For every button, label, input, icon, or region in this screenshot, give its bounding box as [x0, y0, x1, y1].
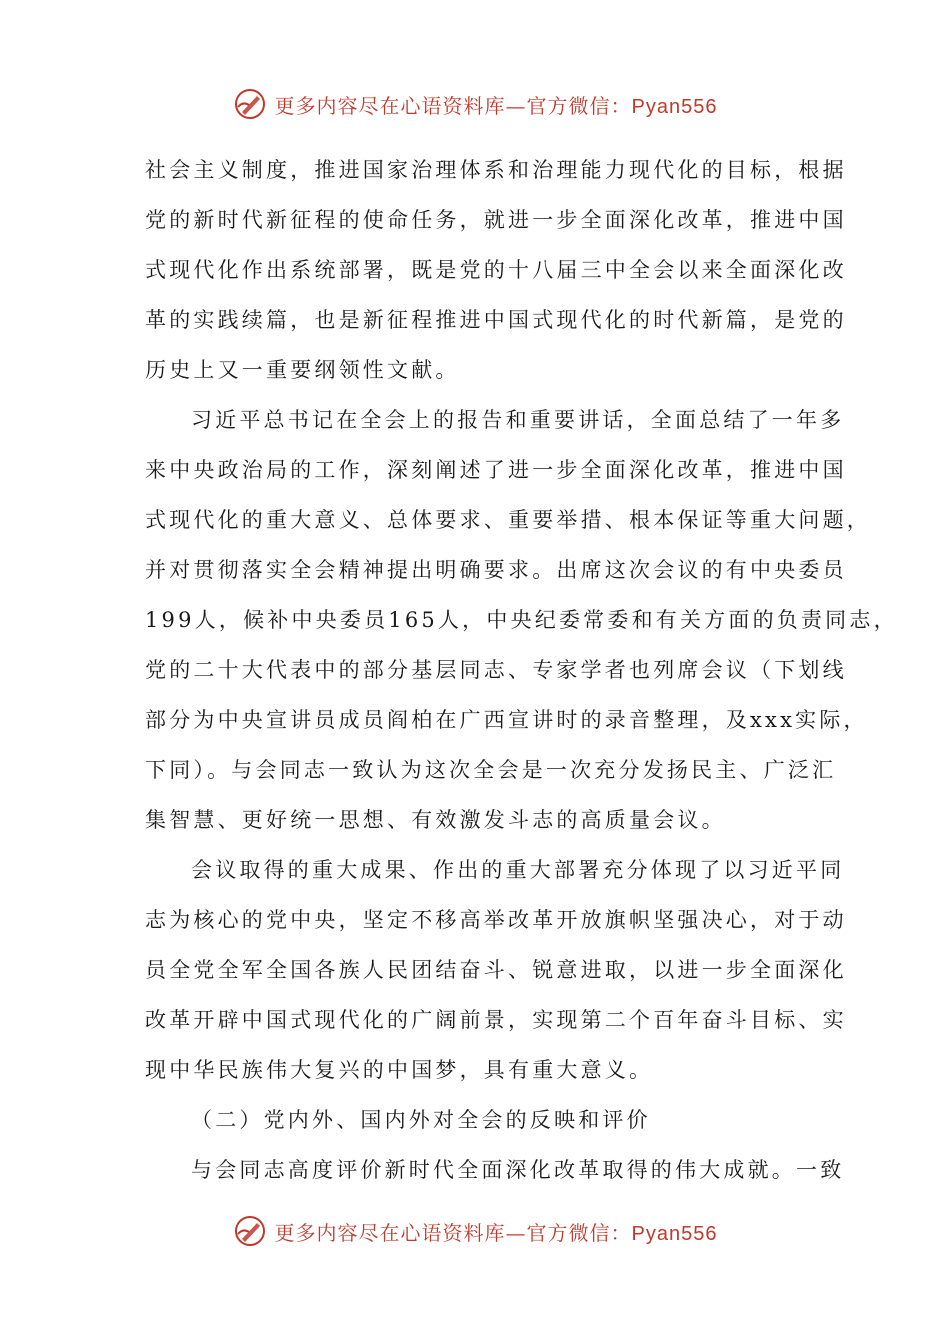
- watermark-text: 更多内容尽在心语资料库—官方微信：Pyan556: [274, 93, 718, 118]
- pen-logo-icon: [233, 87, 267, 121]
- text-line: 集智慧、更好统一思想、有效激发斗志的高质量会议。: [145, 808, 726, 832]
- text-line: 来中央政治局的工作，深刻阐述了进一步全面深化改革，推进中国: [145, 458, 847, 482]
- text-line: 志为核心的党中央，坚定不移高举改革开放旗帜坚强决心，对于动: [145, 908, 847, 932]
- text-line: 社会主义制度，推进国家治理体系和治理能力现代化的目标，根据: [145, 158, 847, 182]
- text-line: 式现代化的重大意义、总体要求、重要举措、根本保证等重大问题，: [145, 508, 871, 532]
- text-line: 式现代化作出系统部署，既是党的十八届三中全会以来全面深化改: [145, 258, 847, 282]
- text-line: 改革开辟中国式现代化的广阔前景，实现第二个百年奋斗目标、实: [145, 1008, 847, 1032]
- text-line: 革的实践续篇，也是新征程推进中国式现代化的时代新篇，是党的: [145, 308, 847, 332]
- text-line: 199人，候补中央委员165人，中央纪委常委和有关方面的负责同志，: [145, 608, 898, 632]
- watermark-footer: [0, 1211, 950, 1251]
- text-line: 历史上又一重要纲领性文献。: [145, 358, 460, 382]
- text-line: 与会同志高度评价新时代全面深化改革取得的伟大成就。一致: [191, 1158, 845, 1182]
- text-line: 部分为中央宣讲员成员阎柏在广西宣讲时的录音整理，及xxx实际，: [145, 708, 868, 732]
- watermark-header: [0, 84, 950, 124]
- text-line: （二）党内外、国内外对全会的反映和评价: [191, 1108, 651, 1132]
- text-line: 下同）。与会同志一致认为这次全会是一次充分发扬民主、广泛汇: [145, 758, 837, 782]
- text-line: 党的二十大代表中的部分基层同志、专家学者也列席会议（下划线: [145, 658, 847, 682]
- text-line: 习近平总书记在全会上的报告和重要讲话，全面总结了一年多: [191, 408, 845, 432]
- text-line: 并对贯彻落实全会精神提出明确要求。出席这次会议的有中央委员: [145, 558, 847, 582]
- document-body: [145, 150, 898, 1200]
- text-line: 会议取得的重大成果、作出的重大部署充分体现了以习近平同: [191, 858, 845, 882]
- text-line: 党的新时代新征程的使命任务，就进一步全面深化改革，推进中国: [145, 208, 847, 232]
- text-line: 现中华民族伟大复兴的中国梦，具有重大意义。: [145, 1058, 654, 1082]
- watermark-text: 更多内容尽在心语资料库—官方微信：Pyan556: [274, 1220, 718, 1245]
- text-line: 员全党全军全国各族人民团结奋斗、锐意进取，以进一步全面深化: [145, 958, 847, 982]
- pen-logo-icon: [233, 1214, 267, 1248]
